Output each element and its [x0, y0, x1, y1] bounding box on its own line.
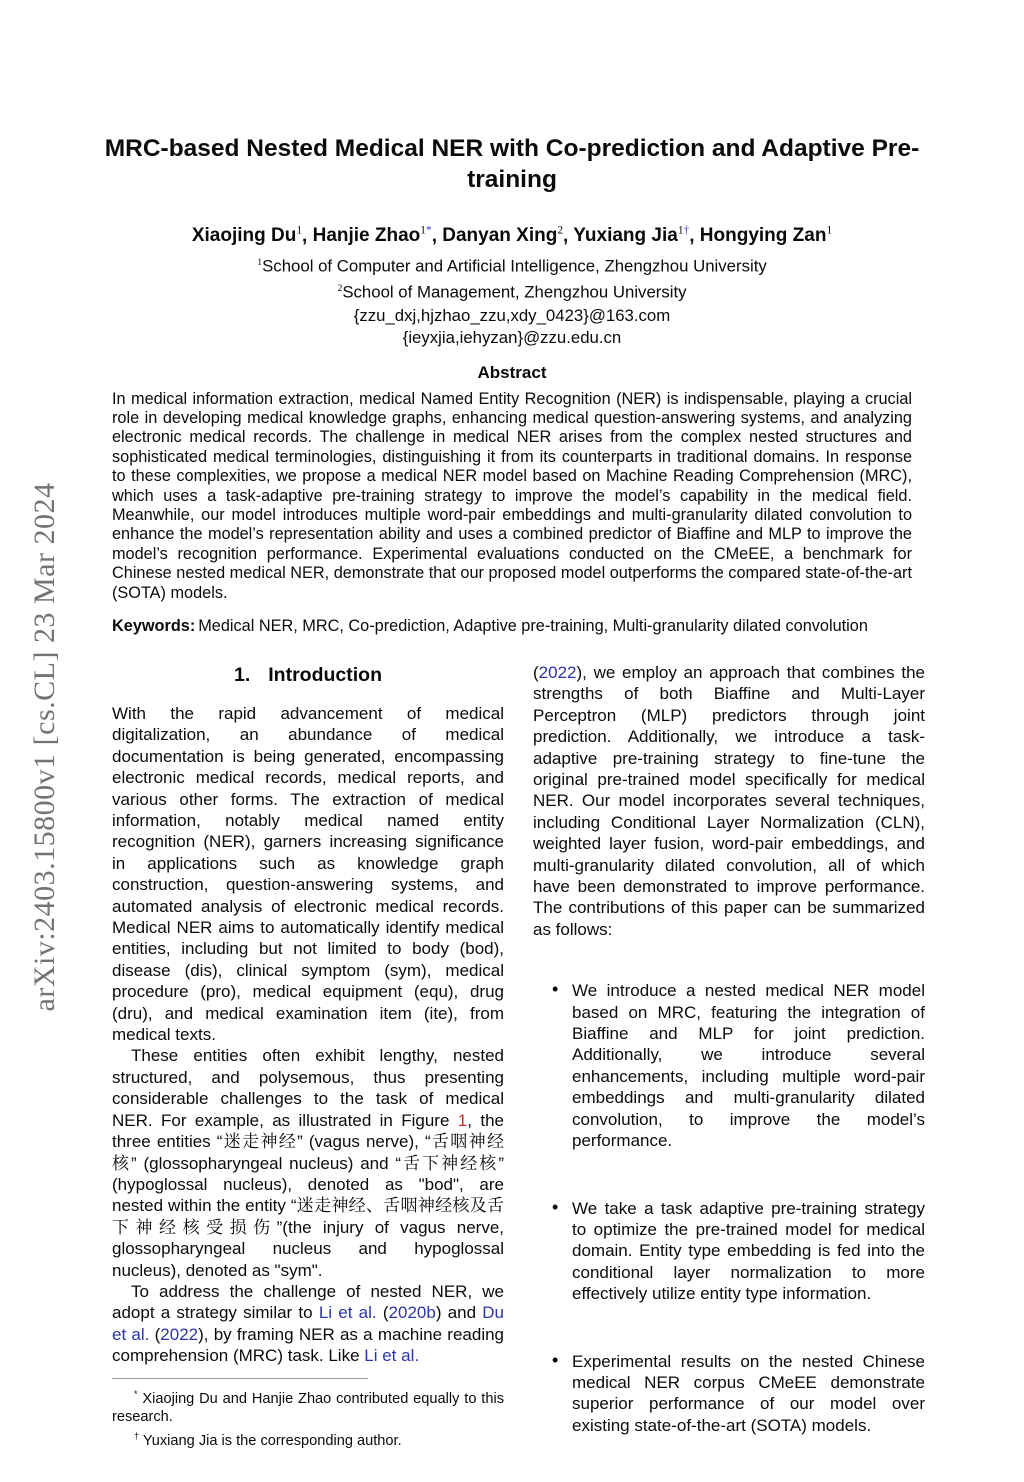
footnote: † Yuxiang Jia is the corresponding author. [134, 1431, 402, 1449]
left-column-paragraphs [112, 703, 504, 1367]
footnote-rule [112, 1378, 368, 1379]
section-number: 1. [234, 663, 251, 686]
body-paragraph: With the rapid advancement of medical digitalization, an abundance of medical documentation is being generated, encompassing electronic medical records, medical reports, and various other forms. The extraction of medical information, notably medical named entity recognition (NER), garners increasing significance in applications such as knowledge graph construction, question-answering systems, and automated analysis of electronic medical records. Medical NER aims to automatically identify medical entities, including but not limited to body (bod), disease (dis), clinical symptom (sym), medical procedure (pro), medical equipment (equ), drug (dru), and medical examination item (ite), from medical texts. [112, 703, 504, 1045]
body-paragraph: (2022), we employ an approach that combines the strengths of both Biaffine and Multi-Layer Perceptron (MLP) predictors through joint prediction. Additionally, we introduce a task-adaptive pre-training strategy to fine-tune the original pre-trained model specifically for medical NER. Our model incorporates several techniques, including Conditional Layer Normalization (CLN), weighted layer fusion, word-pair embeddings, and multi-granularity dilated convolution, all of which have been demonstrated to improve performance. The contributions of this paper can be summarized as follows: [533, 662, 925, 939]
affiliation-line: $^1$School of Computer and Artificial Intelligence, Zhengzhou University [257, 256, 767, 276]
contribution-item: • We take a task adaptive pre-training strategy to optimize the pre-trained model for medical domain. Entity type embedding is fed into the conditional layer normalization to more effectively utilize entity type information. [533, 1198, 925, 1305]
right-column-paragraphs [533, 662, 925, 940]
body-paragraph: These entities often exhibit lengthy, nested structured, and polysemous, thus presenting considerable challenges to the task of medical NER. For example, as illustrated in Figure 1, the three entities “迷走神经” (vagus nerve), “舌咽神经核” (glossopharyngeal nucleus) and “舌下神经核” (hypoglossal nucleus), denoted as "bod", are nested within the entity “迷走神经、舌咽神经核及舌下神经核受损伤”(the injury of vagus nerve, glossopharyngeal nucleus and hypoglossal nucleus), denoted as "sym". [112, 1046, 504, 1280]
author: Yuxiang Jia$^{1\dagger}$ [573, 225, 690, 247]
right-column [533, 662, 925, 1482]
left-column [112, 662, 504, 1482]
keywords-label: Keywords: [112, 616, 196, 635]
affiliations [0, 252, 1024, 349]
contribution-item: • We introduce a nested medical NER model based on MRC, featuring the integration of Biaffine and MLP for joint prediction. Additionally, we introduce several enhancements, including multiple word-pair embeddings and multi-granularity dilated convolution, to improve the model’s performance. [533, 980, 925, 1151]
affiliation-line: {zzu_dxj,hjzhao_zzu,xdy_0423}@163.com [353, 305, 671, 325]
section-heading [112, 664, 504, 687]
author: Hanjie Zhao$^{1*}$ [312, 225, 432, 247]
citation-link[interactable]: 2020b [388, 1303, 436, 1323]
footnote-block [112, 1378, 504, 1451]
author-line: Xiaojing Du$^1$, Hanjie Zhao$^{1*}$, Danyan Xing$^2$, Yuxiang Jia$^{1\dagger}$, Hongying Zan$^1$ [191, 225, 833, 247]
body-paragraph: To address the challenge of nested NER, we adopt a strategy similar to Li et al. (2020b) and Du et al. (2022), by framing NER as a machine reading comprehension (MRC) task. Like Li et al. [112, 1281, 505, 1366]
citation-link[interactable]: 2022 [538, 662, 577, 682]
paper-title: MRC-based Nested Medical NER with Co-prediction and Adaptive Pre-training [104, 135, 920, 193]
figure-reference-link[interactable]: 1 [457, 1110, 468, 1130]
author: Hongying Zan$^1$ [699, 225, 833, 247]
affiliation-line: $^2$School of Management, Zhengzhou University [337, 283, 687, 303]
arxiv-watermark: arXiv:2403.15800v1 [cs.CL] 23 Mar 2024 [28, 482, 61, 1012]
keywords-line [112, 617, 912, 636]
footnotes [112, 1385, 504, 1451]
abstract-text: In medical information extraction, medical Named Entity Recognition (NER) is indispensable, playing a crucial role in developing medical knowledge graphs, enhancing medical question-answering systems, and analyzing electronic medical records. The challenge in medical NER arises from the complex nested structures and sophisticated medical terminologies, distinguishing it from its counterparts in traditional domains. In response to these complexities, we propose a medical NER model based on Machine Reading Comprehension (MRC), which uses a task-adaptive pre-training strategy to improve the model’s capability in the medical field. Meanwhile, our model introduces multiple word-pair embeddings and multi-granularity dilated convolution to enhance the model’s representation ability and uses a combined predictor of Biaffine and MLP to improve the model’s recognition performance. Experimental evaluations conducted on the CMeEE, a benchmark for Chinese nested medical NER, demonstrate that our proposed model outperforms the compared state-of-the-art (SOTA) models. [112, 389, 912, 602]
keywords-text: Medical NER, MRC, Co-prediction, Adaptive pre-training, Multi-granularity dilated convolution [198, 616, 868, 635]
author: Xiaojing Du$^1$ [191, 225, 303, 247]
citation-link[interactable]: 2022 [160, 1324, 199, 1344]
author: Danyan Xing$^2$ [442, 225, 564, 247]
citation-link[interactable]: Li et al. [318, 1303, 377, 1323]
affiliation-line: {ieyxjia,iehyzan}@zzu.edu.cn [402, 328, 622, 348]
footnote: * Xiaojing Du and Hanjie Zhao contributed equally to this research. [112, 1388, 504, 1426]
two-column-body [112, 662, 925, 1482]
abstract-heading: Abstract [477, 362, 547, 382]
contribution-list [533, 980, 925, 1436]
contribution-item: • Experimental results on the nested Chinese medical NER corpus CMeEE demonstrate superior performance of our model over existing state-of-the-art (SOTA) models. [533, 1351, 925, 1437]
citation-link[interactable]: Li et al. [364, 1346, 420, 1366]
citation-link[interactable]: Du et al. [112, 1303, 505, 1344]
section-title: Introduction [268, 663, 382, 686]
